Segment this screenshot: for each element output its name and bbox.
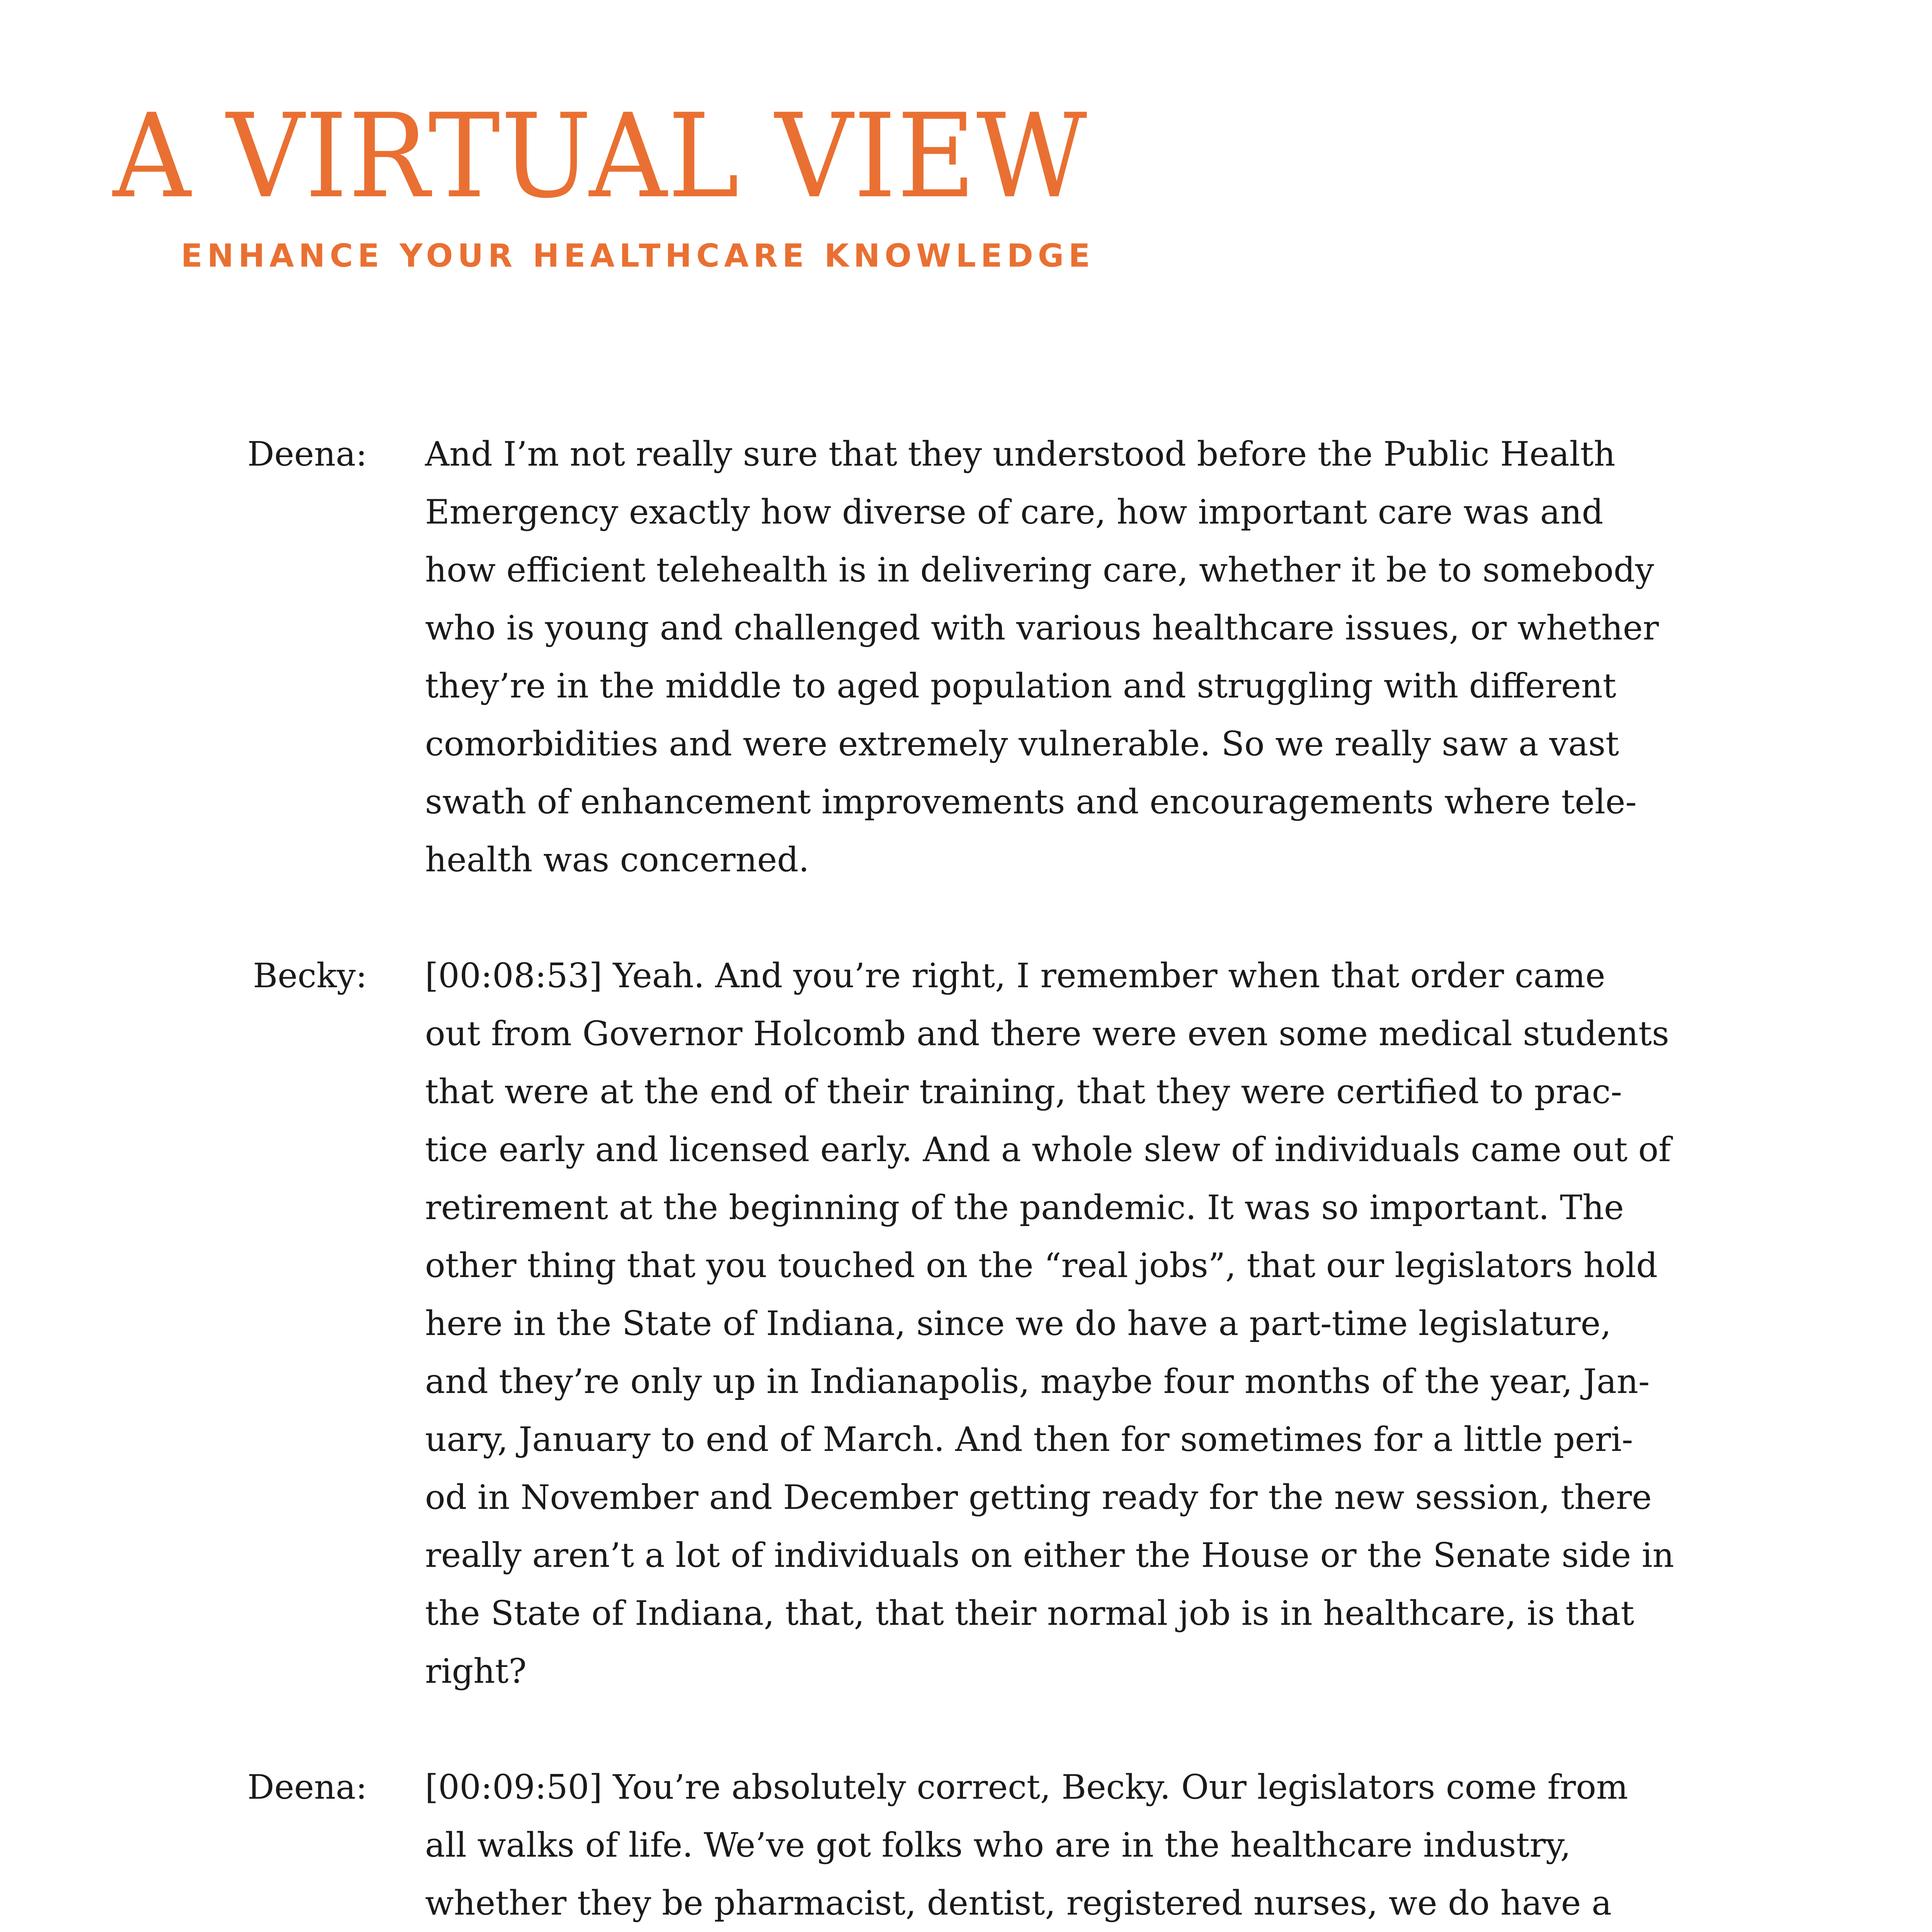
speech-line: [00:08:53] Yeah. And you’re right, I remember when that order came: [425, 956, 1605, 995]
transcript-entry: [0, 947, 1932, 1700]
speech-line: uary, January to end of March. And then for sometimes for a little peri-: [425, 1420, 1633, 1459]
speech-line: od in November and December getting ready for the new session, there: [425, 1478, 1652, 1517]
speech-line: all walks of life. We’ve got folks who are in the healthcare industry,: [425, 1825, 1571, 1865]
speaker-label: Deena:: [247, 1767, 367, 1807]
speech-line: other thing that you touched on the “real jobs”, that our legislators hold: [425, 1246, 1658, 1285]
speech-line: and they’re only up in Indianapolis, maybe four months of the year, Jan-: [425, 1362, 1650, 1401]
speech-text: [425, 1758, 1777, 1932]
speech-line: how efficient telehealth is in delivering care, whether it be to somebody: [425, 550, 1654, 590]
speech-line: swath of enhancement improvements and encouragements where tele-: [425, 782, 1637, 821]
speech-line: the State of Indiana, that, that their normal job is in healthcare, is that: [425, 1594, 1634, 1633]
speech-line: whether they be pharmacist, dentist, registered nurses, we do have a: [425, 1883, 1612, 1923]
page-subtitle: ENHANCE YOUR HEALTHCARE KNOWLEDGE: [181, 238, 1095, 274]
speech-line: out from Governor Holcomb and there were even some medical students: [425, 1014, 1669, 1053]
speech-line: health was concerned.: [425, 840, 810, 879]
speech-line: they’re in the middle to aged population and struggling with different: [425, 666, 1616, 706]
speech-line: tice early and licensed early. And a whole slew of individuals came out of: [425, 1130, 1671, 1169]
transcript-entry: [0, 1758, 1932, 1932]
speech-line: [00:09:50] You’re absolutely correct, Becky. Our legislators come from: [425, 1767, 1628, 1807]
speech-line: who is young and challenged with various healthcare issues, or whether: [425, 608, 1659, 648]
speech-line: here in the State of Indiana, since we do have a part-time legislature,: [425, 1304, 1611, 1343]
speech-text: [425, 947, 1777, 1700]
speech-line: Emergency exactly how diverse of care, how important care was and: [425, 492, 1604, 532]
page-title: A VIRTUAL VIEW: [113, 89, 1088, 224]
speech-text: [425, 425, 1777, 889]
speech-line: comorbidities and were extremely vulnerable. So we really saw a vast: [425, 724, 1619, 764]
speaker-label: Becky:: [253, 956, 367, 995]
speech-line: really aren’t a lot of individuals on either the House or the Senate side in: [425, 1536, 1674, 1575]
transcript-entry: [0, 425, 1932, 889]
speech-line: And I’m not really sure that they understood before the Public Health: [425, 434, 1616, 474]
speech-line: retirement at the beginning of the pandemic. It was so important. The: [425, 1188, 1624, 1227]
transcript: [0, 425, 1932, 1932]
speech-line: that were at the end of their training, that they were certified to prac-: [425, 1072, 1622, 1111]
speech-line: right?: [425, 1651, 527, 1691]
speaker-label: Deena:: [247, 434, 367, 474]
